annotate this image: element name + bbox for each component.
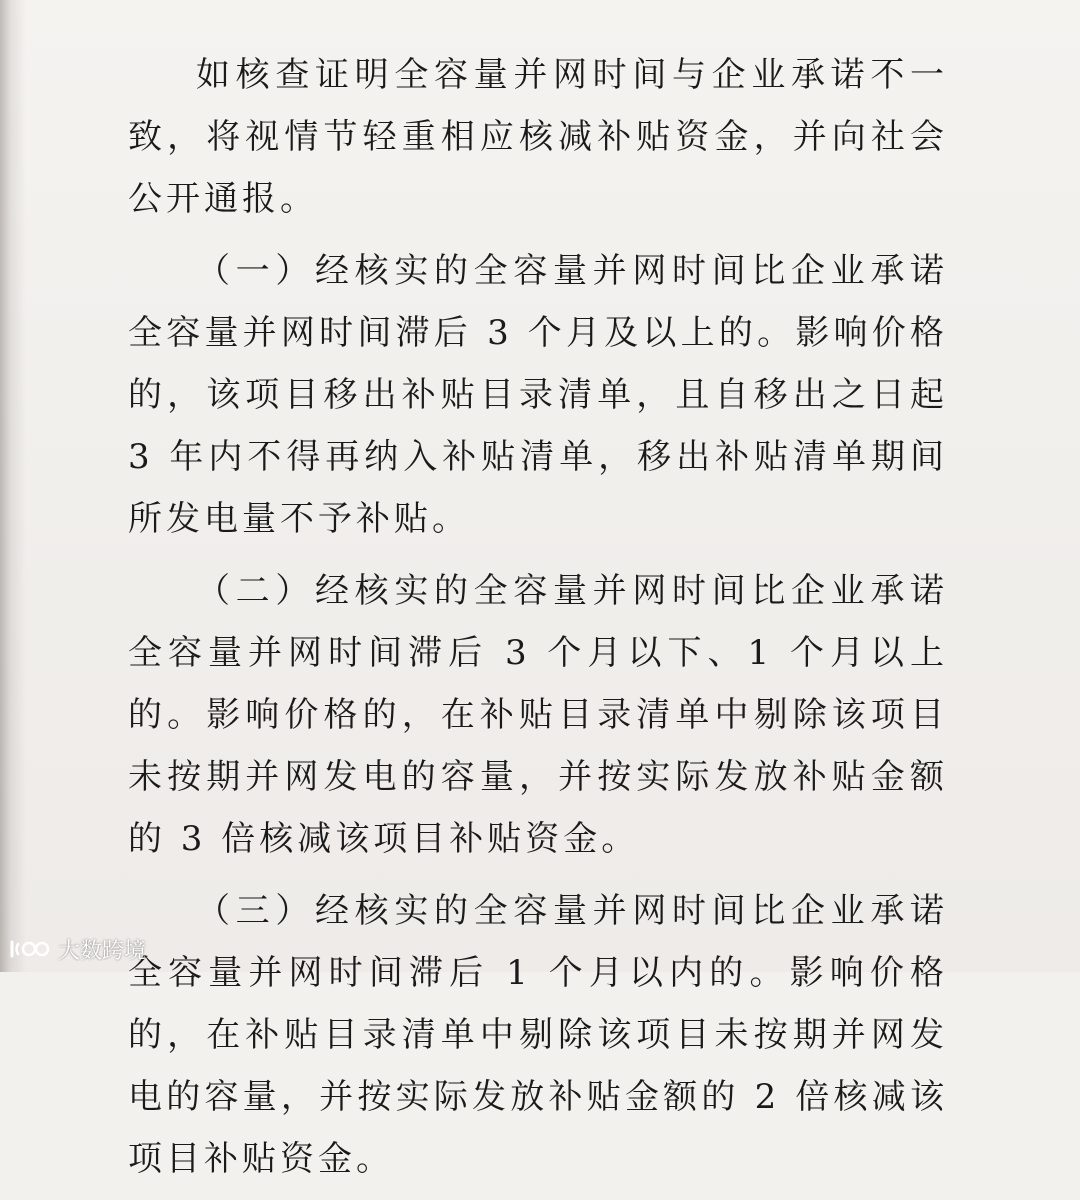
paragraph-intro: 如核查证明全容量并网时间与企业承诺不一致，将视情节轻重相应核减补贴资金，并向社会公开通报。 <box>128 55 948 219</box>
paragraph-item-2: （二）经核实的全容量并网时间比企业承诺全容量并网时间滞后 3 个月以下、1 个月以上的。影响价格的，在补贴目录清单中剔除该项目未按期并网发电的容量，并按实际发放补贴金额的 3 倍核减该项目补贴资金。 <box>128 571 948 859</box>
watermark <box>6 934 146 964</box>
paragraph-item-1: （一）经核实的全容量并网时间比企业承诺全容量并网时间滞后 3 个月及以上的。影响价格的，该项目移出补贴目录清单，且自移出之日起 3 年内不得再纳入补贴清单，移出补贴清单期间所发电量不予补贴。 <box>128 251 948 539</box>
document-body <box>128 44 948 1200</box>
logo-icon <box>6 936 52 962</box>
paragraph-item-3: （三）经核实的全容量并网时间比企业承诺全容量并网时间滞后 1 个月以内的。影响价格的，在补贴目录清单中剔除该项目未按期并网发电的容量，并按实际发放补贴金额的 2 倍核减该项目补贴资金。 <box>128 891 948 1179</box>
watermark-text: 大数跨境 <box>58 938 147 964</box>
page-edge-shadow <box>0 0 26 972</box>
